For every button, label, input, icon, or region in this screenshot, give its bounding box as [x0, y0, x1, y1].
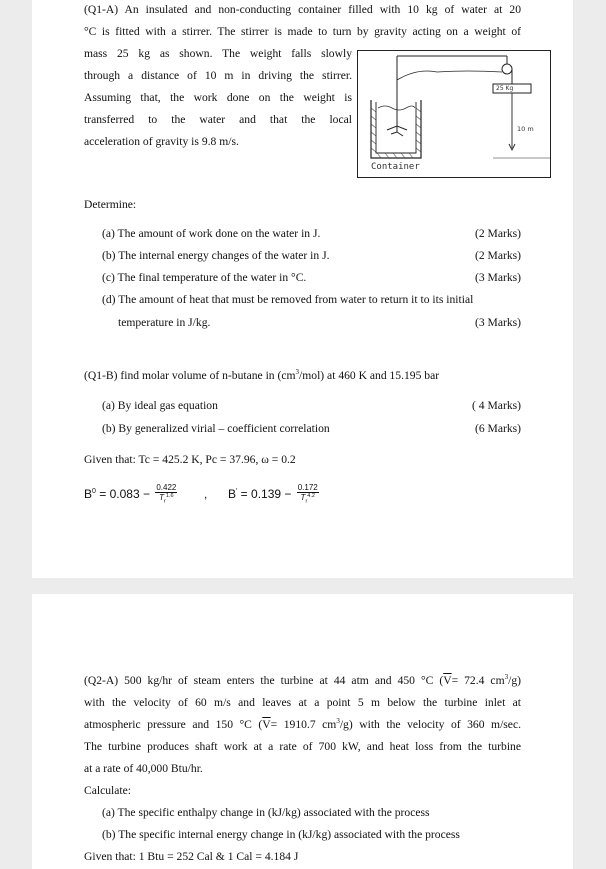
calculate-label: Calculate:: [84, 784, 131, 797]
container-label: Container: [371, 162, 420, 172]
stirrer-diagram: [357, 50, 551, 178]
q1a-line-1: (Q1-A) An insulated and non-conducting container filled with 10 kg of water at 20: [84, 3, 521, 16]
q1a-part-d-cont: temperature in J/kg.: [118, 316, 211, 329]
page-2: [32, 594, 573, 869]
q1b-part-a-marks: ( 4 Marks): [472, 399, 521, 412]
q2a-line-1: (Q2-A) 500 kg/hr of steam enters the turbine at 44 atm and 450 °C ($\overline{V}= 72.4$ $cm^3/g$): [84, 673, 521, 687]
q1a-part-a-marks: (2 Marks): [474, 227, 521, 240]
equation-b1: B′ = 0.139 − $\frac{0.172}{T_r^{4.2}}$: [228, 483, 318, 505]
equation-b0: $B^0 = 0.083$ − $\frac{0.422}{T_r^{1.6}}$: [84, 483, 177, 505]
q1a-part-c-marks: (3 Marks): [474, 271, 521, 284]
determine-label: Determine:: [84, 198, 137, 211]
fraction-b0: $\frac{0.422}{T_r^{1.6}}$: [156, 483, 177, 505]
q2a-part-b: (b) The specific internal energy change in (kJ/kg) associated with the process: [102, 828, 460, 841]
q1a-part-d-marks: (3 Marks): [474, 316, 521, 329]
q1a-line-5: Assuming that, the work done on the weight is: [84, 91, 352, 104]
fraction-b1: $\frac{0.172}{T_r^{4.2}}$: [297, 483, 318, 505]
distance-label: 10 m: [517, 125, 534, 133]
q1a-line-4: through a distance of 10 m in driving the stirrer.: [84, 69, 352, 82]
q2a-line-3: atmospheric pressure and 150 °C ($\overline{V}= 1910.7$ $cm^3/g$) with the velocity of 360 m/sec.: [84, 717, 521, 731]
q1b-part-b: (b) By generalized virial – coefficient correlation: [102, 422, 330, 435]
weight-label: 25 Kg: [496, 85, 514, 92]
equation-separator: ,: [204, 487, 208, 501]
q1b-part-b-marks: (6 Marks): [474, 422, 521, 435]
q1a-part-d: (d) The amount of heat that must be removed from water to return it to its initial: [102, 293, 474, 306]
q1a-part-a: (a) The amount of work done on the water in J.: [102, 227, 321, 240]
q1a-line-2: °C is fitted with a stirrer. The stirrer is made to turn by gravity acting on a weight of: [84, 25, 521, 38]
q2a-line-2: with the velocity of 60 m/s and leaves at a point 5 m below the turbine inlet at: [84, 696, 521, 709]
q1b-given: Given that: Tc = 425.2 K, Pc = 37.96, ω = 0.2: [84, 453, 296, 466]
q1a-part-b-marks: (2 Marks): [474, 249, 521, 262]
q1a-part-c: (c) The final temperature of the water in °C.: [102, 271, 307, 284]
q1a-line-6: transferred to the water and that the local: [84, 113, 352, 126]
q2a-line-4: The turbine produces shaft work at a rate of 700 kW, and heat loss from the turbine: [84, 740, 521, 753]
q1b-title: (Q1-B) find molar volume of n-butane in $(cm^3/mol)$ at 460 K and 15.195 bar: [84, 368, 440, 382]
q1a-line-3: mass 25 kg as shown. The weight falls slowly: [84, 47, 352, 60]
stirrer-drawing: [357, 50, 551, 178]
q2a-line-5: at a rate of 40,000 Btu/hr.: [84, 762, 203, 775]
page-1: [32, 0, 573, 578]
q1b-part-a: (a) By ideal gas equation: [102, 399, 218, 412]
q1a-line-7: acceleration of gravity is 9.8 m/s.: [84, 135, 239, 148]
q1a-part-b: (b) The internal energy changes of the water in J.: [102, 249, 330, 262]
q2a-part-a: (a) The specific enthalpy change in (kJ/kg) associated with the process: [102, 806, 430, 819]
q2a-given: Given that: 1 Btu = 252 Cal & 1 Cal = 4.184 J: [84, 850, 299, 863]
